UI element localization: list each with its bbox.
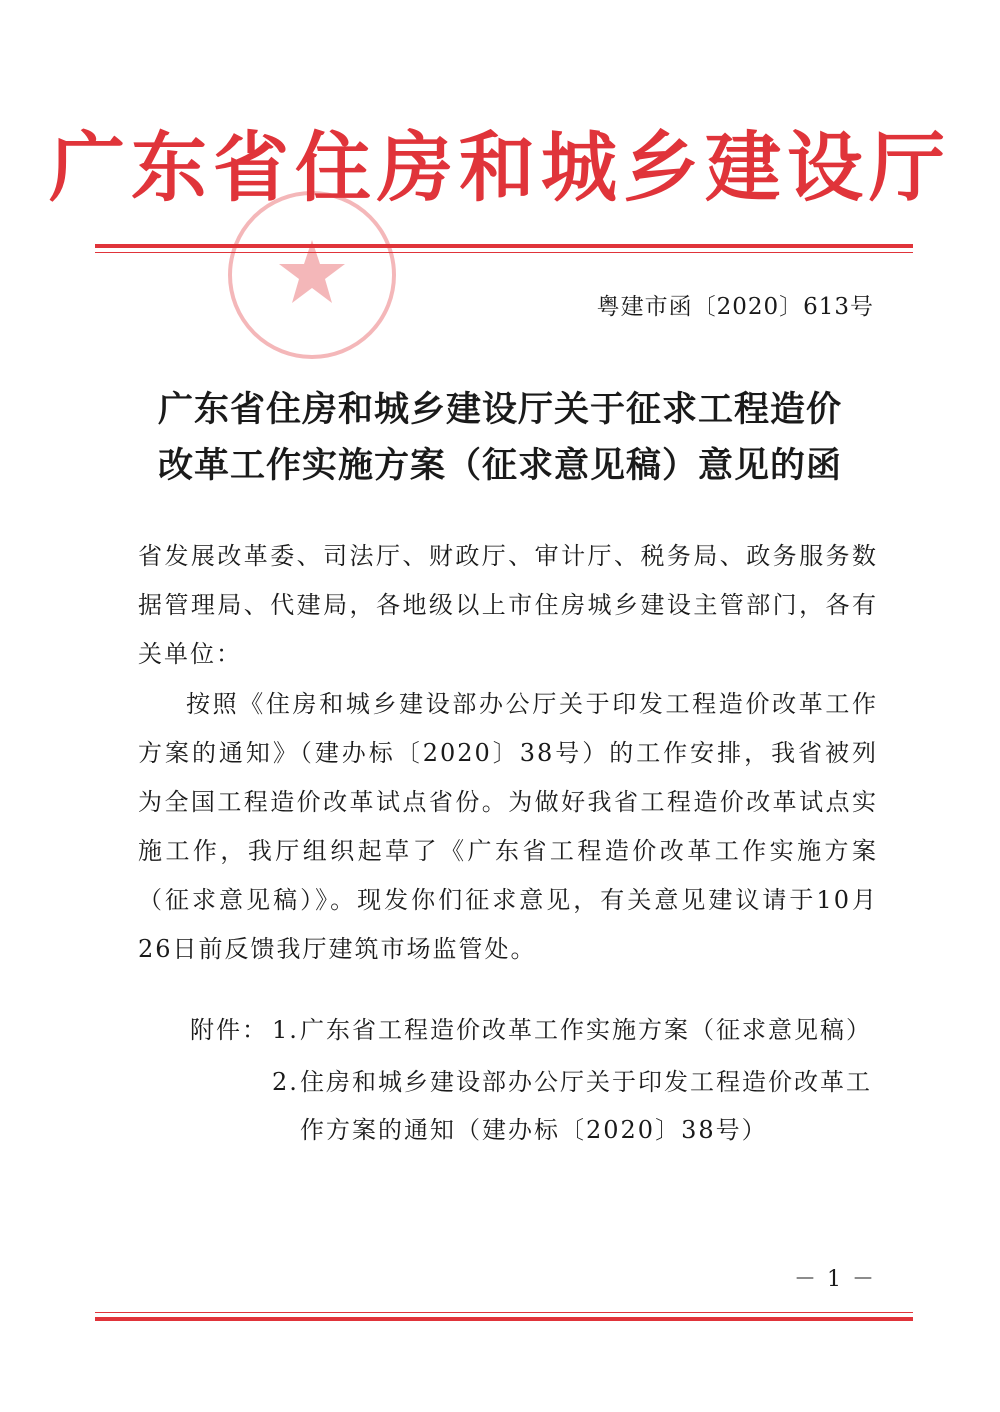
title-line-1: 广东省住房和城乡建设厅关于征求工程造价 [157,389,842,430]
official-seal-icon [205,190,420,360]
red-rule-bottom-thin [95,1312,913,1313]
document-number: 粤建市函〔2020〕613号 [596,294,874,320]
attachment-item [190,1006,890,1054]
red-rule-bottom [95,1317,913,1321]
attachment-text: 广东省工程造价改革工作实施方案（征求意见稿） [300,1016,872,1044]
attachment-text: 住房和城乡建设部办公厅关于印发工程造价改革工作方案的通知（建办标〔2020〕38号） [300,1068,872,1144]
addressee: 省发展改革委、司法厅、财政厅、审计厅、税务局、政务服务数据管理局、代建局，各地级以上市住房城乡建设主管部门，各有关单位： [138,542,878,668]
body-paragraph: 按照《住房和城乡建设部办公厅关于印发工程造价改革工作方案的通知》（建办标〔2020〕38号）的工作安排，我省被列为全国工程造价改革试点省份。为做好我省工程造价改革试点实施工作，我厅组织起草了《广东省工程造价改革工作实施方案（征求意见稿）》。现发你们征求意见，有关意见建议请于10月26日前反馈我厅建筑市场监管处。 [138,690,878,963]
attachments-label: 附件： [190,1016,268,1044]
attachments-list [190,1006,890,1154]
attachment-item [190,1058,890,1154]
page-number-text: － 1 － [794,1267,876,1292]
attachment-number: 2. [272,1068,299,1096]
letterhead-title: 广东省住房和城乡建设厅 [49,123,951,212]
title-line-2: 改革工作实施方案（征求意见稿）意见的函 [157,445,842,486]
document-title [0,382,1000,494]
attachment-number: 1. [272,1016,299,1044]
